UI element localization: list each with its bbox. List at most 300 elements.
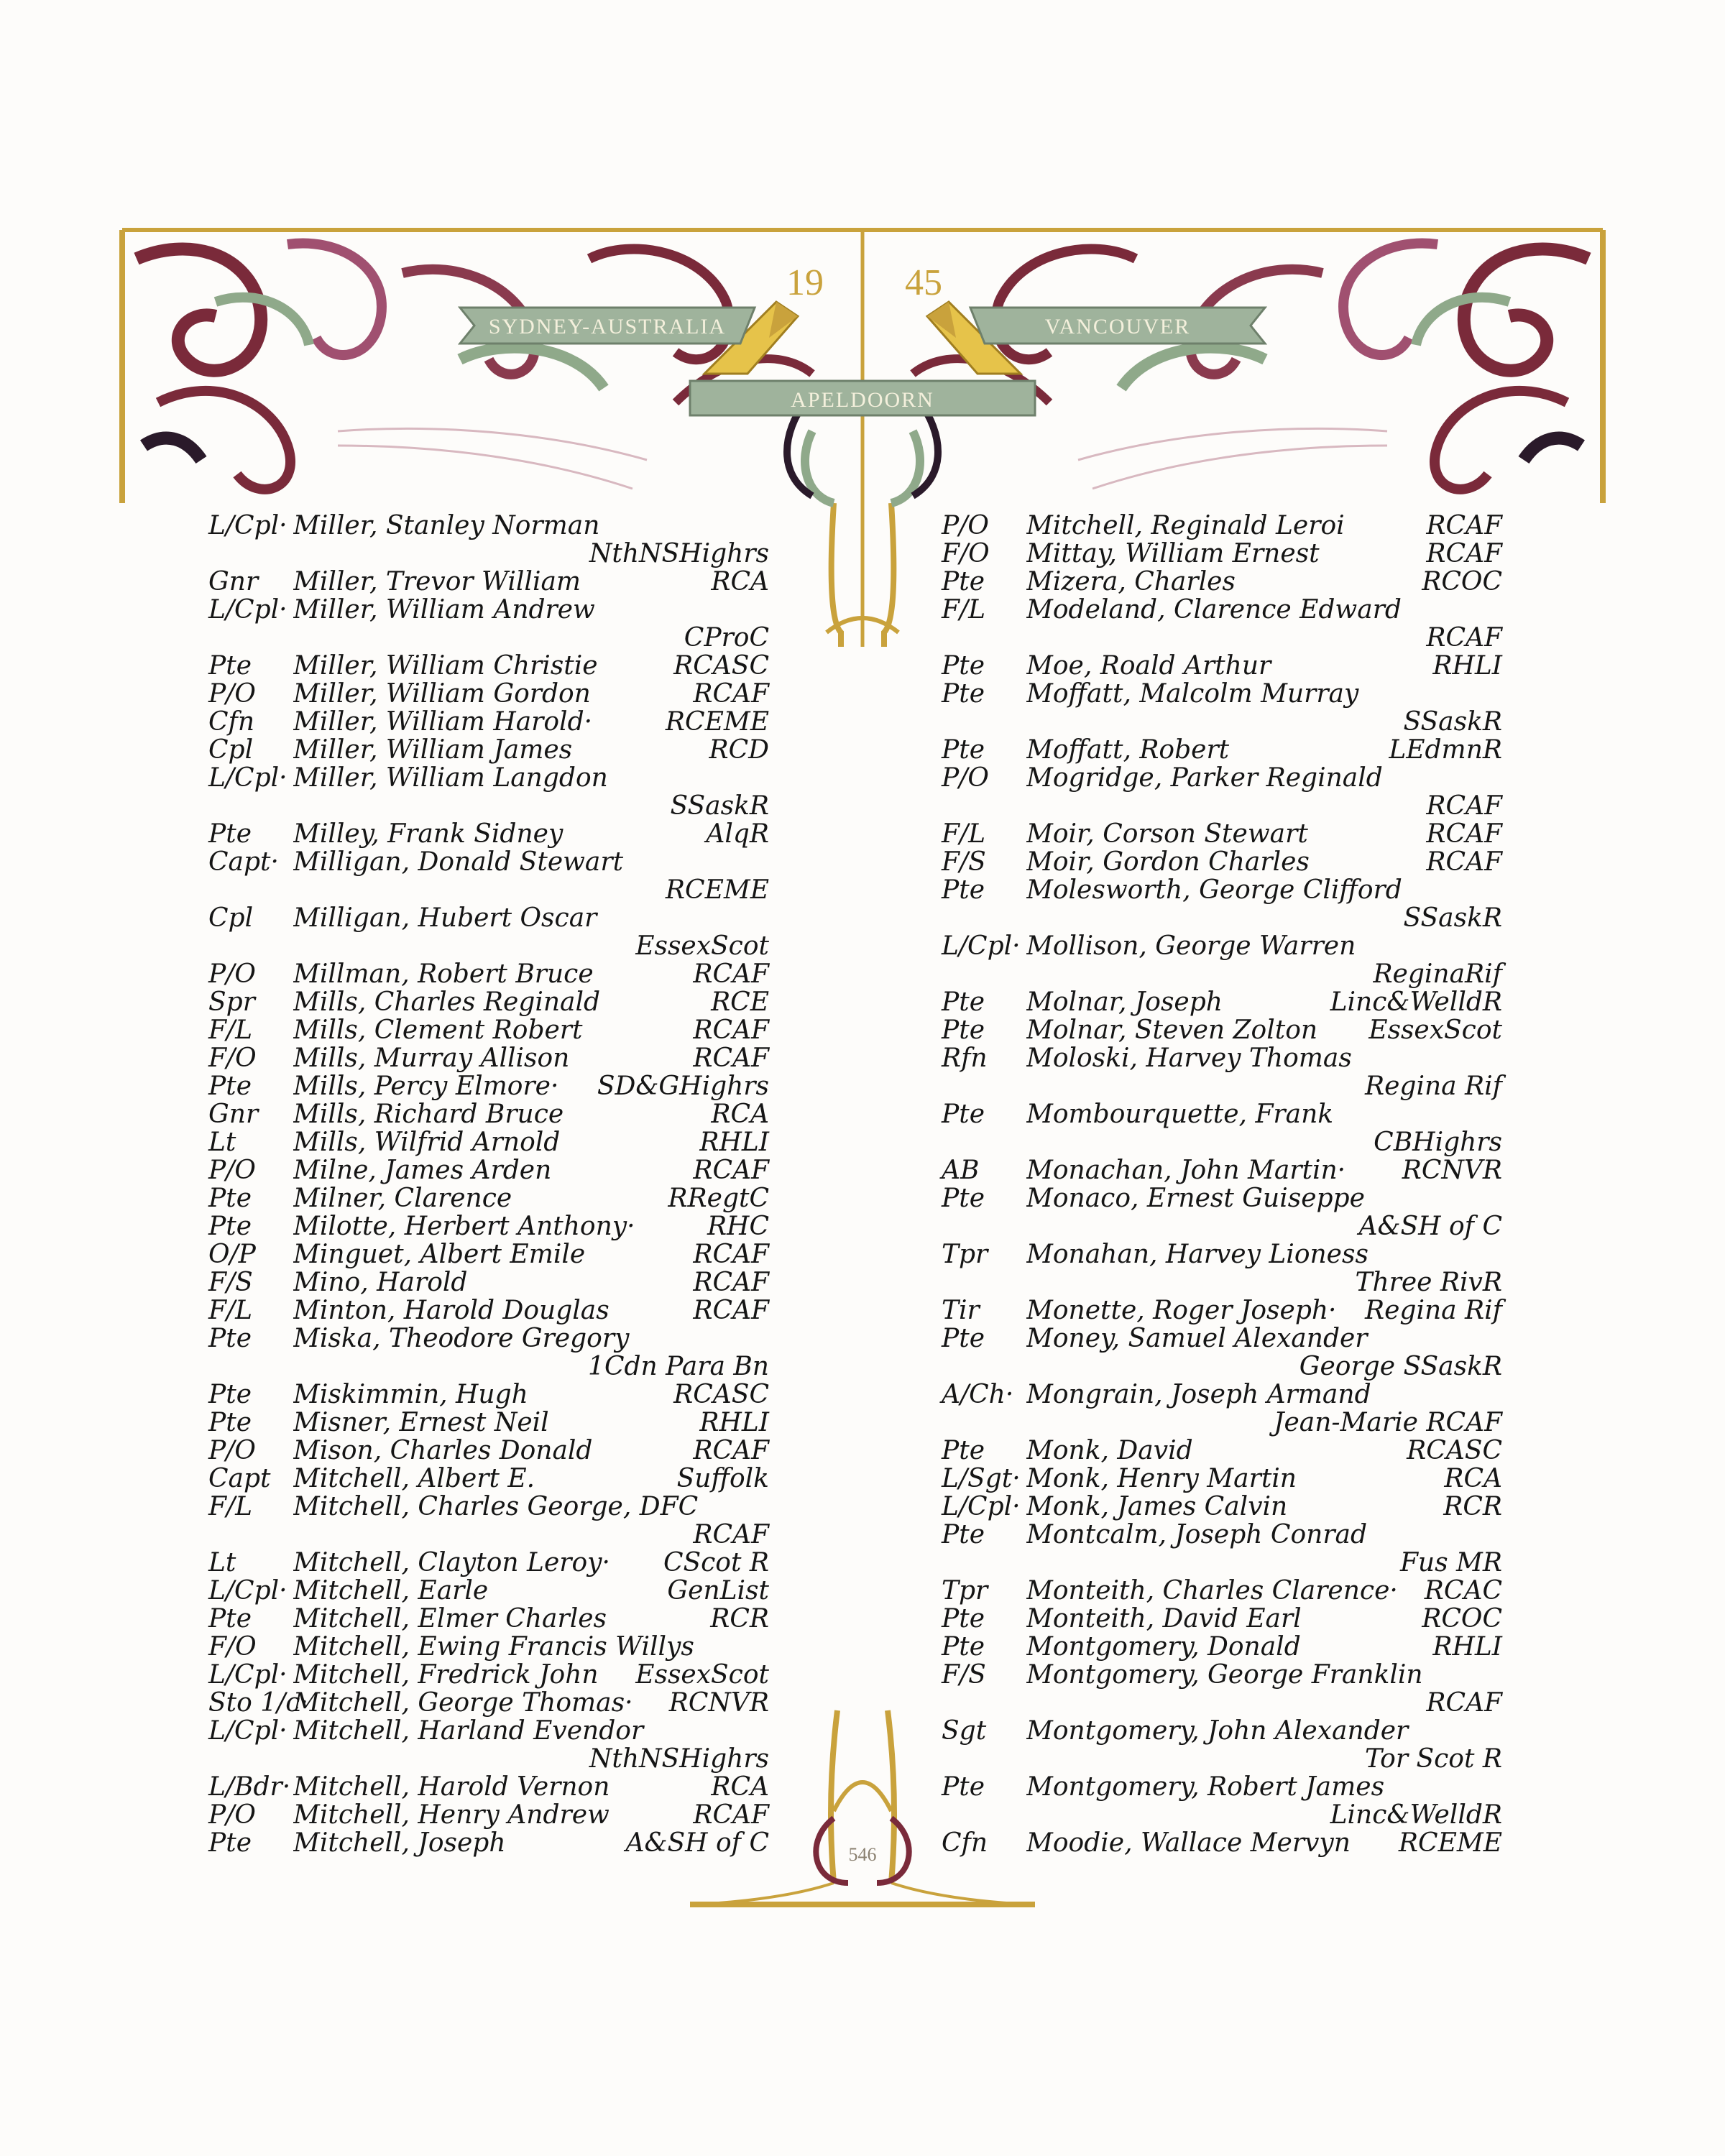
- entry-name: Monteith, David Earl: [1026, 1605, 1302, 1633]
- entry-rank: L/Cpl·: [208, 595, 288, 625]
- entry-name: Mittay, William Ernest: [1026, 540, 1320, 568]
- entry-line: [208, 1044, 769, 1072]
- roll-entry: [208, 988, 769, 1016]
- entry-line: [942, 876, 1502, 904]
- entry-unit: RCASC: [673, 1380, 769, 1409]
- entry-name: Miller, William Harold·: [293, 708, 593, 736]
- roll-entry: [208, 1577, 769, 1605]
- entry-unit-continued: ReginaRif: [1373, 959, 1502, 989]
- entry-line: [208, 1072, 769, 1100]
- roll-entry: [208, 1128, 769, 1156]
- entry-unit: [765, 848, 769, 876]
- entry-unit: [1498, 1773, 1502, 1801]
- entry-name: Mitchell, Fredrick John: [293, 1661, 599, 1689]
- roll-entry: [942, 1437, 1502, 1465]
- entry-rank: Pte: [942, 987, 985, 1017]
- entry-unit-continued: Regina Rif: [1364, 1072, 1502, 1101]
- entry-line: [208, 848, 769, 876]
- entry-line: [208, 1381, 769, 1409]
- entry-name: Moloski, Harvey Thomas: [1026, 1044, 1352, 1072]
- entry-rank: Pte: [208, 1324, 252, 1353]
- entry-line: [942, 1016, 1502, 1044]
- entry-line: [208, 1240, 769, 1268]
- entry-unit: RHLI: [1432, 651, 1502, 681]
- entry-name: Mills, Wilfrid Arnold: [293, 1128, 561, 1156]
- entry-unit: AlqR: [706, 819, 769, 849]
- entry-rank: P/O: [208, 679, 256, 709]
- entry-unit: [1498, 1044, 1502, 1072]
- entry-unit: CScot R: [663, 1548, 769, 1577]
- entry-unit: RCAF: [693, 959, 769, 989]
- entry-unit-continued: A&SH of C: [1358, 1212, 1502, 1241]
- roll-entry: [942, 680, 1502, 736]
- entry-unit-continued: SSaskR: [670, 791, 769, 821]
- entry-line: [942, 1325, 1502, 1353]
- entry-rank: Capt·: [208, 847, 279, 877]
- entry-rank: P/O: [208, 1800, 256, 1830]
- entry-name: Mitchell, Henry Andrew: [293, 1801, 610, 1829]
- entry-unit: [1498, 1521, 1502, 1549]
- entry-unit: RCA: [711, 1100, 769, 1129]
- entry-rank: Pte: [942, 1184, 985, 1213]
- entry-rank: Pte: [208, 1408, 252, 1437]
- roll-entry: [942, 1773, 1502, 1829]
- entry-unit: RCAF: [693, 1436, 769, 1465]
- entry-line: [942, 1296, 1502, 1325]
- entry-line: [942, 1240, 1502, 1268]
- entry-unit-continued: EssexScot: [635, 931, 769, 961]
- entry-rank: Pte: [942, 1436, 985, 1465]
- entry-rank: F/S: [942, 847, 986, 877]
- entry-rank: Pte: [208, 1184, 252, 1213]
- entry-name: Milner, Clarence: [293, 1184, 512, 1212]
- entry-unit: EssexScot: [635, 1660, 769, 1690]
- entry-line: [942, 568, 1502, 596]
- entry-unit: LEdmnR: [1389, 735, 1502, 765]
- entry-line: [208, 1689, 769, 1717]
- entry-name: Mombourquette, Frank: [1026, 1100, 1334, 1128]
- roll-entry: [942, 1493, 1502, 1521]
- entry-line: [208, 1661, 769, 1689]
- entry-rank: Pte: [942, 1015, 985, 1045]
- left-column: [208, 512, 769, 1857]
- entry-name: Monaco, Ernest Guiseppe: [1026, 1184, 1365, 1212]
- roll-entry: [942, 848, 1502, 876]
- entry-rank: Pte: [208, 1604, 252, 1634]
- entry-line: [942, 1100, 1502, 1128]
- entry-line: [208, 680, 769, 708]
- entry-rank: Capt: [208, 1464, 271, 1493]
- entry-rank: Pte: [942, 679, 985, 709]
- roll-entry: [942, 932, 1502, 988]
- roll-entry: [208, 1465, 769, 1493]
- entry-name: Mongrain, Joseph Armand: [1026, 1381, 1371, 1409]
- entry-unit-continued: Fus MR: [1399, 1548, 1502, 1577]
- entry-rank: P/O: [208, 1436, 256, 1465]
- entry-unit: [1498, 1717, 1502, 1745]
- entry-name: Mills, Charles Reginald: [293, 988, 601, 1016]
- roll-entry: [942, 736, 1502, 764]
- roll-entry: [942, 596, 1502, 652]
- entry-line: [208, 568, 769, 596]
- roll-entry: [208, 1493, 769, 1549]
- entry-unit: EssexScot: [1368, 1015, 1502, 1045]
- entry-name: Misner, Ernest Neil: [293, 1409, 549, 1437]
- roll-entry: [208, 1044, 769, 1072]
- entry-unit: RRegtC: [668, 1184, 769, 1213]
- entry-unit: RCASC: [673, 651, 769, 681]
- roll-entry: [942, 1156, 1502, 1184]
- entry-unit: [765, 512, 769, 540]
- entry-name: Mitchell, Elmer Charles: [293, 1605, 607, 1633]
- entry-rank: AB: [942, 1156, 980, 1185]
- roll-entry: [942, 1325, 1502, 1381]
- entry-name: Milligan, Hubert Oscar: [293, 904, 597, 932]
- entry-name: Moe, Roald Arthur: [1026, 652, 1271, 680]
- entry-line: [208, 708, 769, 736]
- entry-unit: Suffolk: [676, 1464, 769, 1493]
- roll-entry: [942, 876, 1502, 932]
- entry-unit: RCAF: [1426, 819, 1502, 849]
- entry-rank: Cfn: [208, 707, 255, 737]
- entry-line: [942, 932, 1502, 960]
- entry-unit-continued: Three RivR: [1355, 1268, 1502, 1297]
- entry-name: Money, Samuel Alexander: [1026, 1325, 1368, 1353]
- roll-entry: [208, 1100, 769, 1128]
- entry-unit: [765, 764, 769, 792]
- roll-entry: [942, 1184, 1502, 1240]
- entry-unit: RCR: [1443, 1492, 1502, 1521]
- entry-rank: Lt: [208, 1548, 236, 1577]
- roll-entry: [208, 820, 769, 848]
- entry-rank: Sgt: [942, 1716, 987, 1746]
- entry-line: [208, 1212, 769, 1240]
- entry-line: [942, 1521, 1502, 1549]
- entry-unit: [765, 596, 769, 624]
- entry-name: Miller, William James: [293, 736, 573, 764]
- entry-name: Milligan, Donald Stewart: [293, 848, 624, 876]
- entry-name: Milley, Frank Sidney: [293, 820, 564, 848]
- entry-name: Miller, William Langdon: [293, 764, 608, 792]
- entry-unit: RCA: [711, 567, 769, 596]
- entry-name: Mitchell, Clayton Leroy·: [293, 1549, 610, 1577]
- entry-rank: F/L: [208, 1492, 253, 1521]
- entry-rank: Gnr: [208, 1100, 259, 1129]
- entry-name: Miller, William Christie: [293, 652, 598, 680]
- roll-entry: [942, 1381, 1502, 1437]
- entry-name: Mills, Clement Robert: [293, 1016, 583, 1044]
- entry-unit: RCR: [710, 1604, 769, 1634]
- entry-name: Miller, William Gordon: [293, 680, 591, 708]
- entry-rank: F/S: [942, 1660, 986, 1690]
- entry-unit-continued: RCAF: [1426, 791, 1502, 821]
- entry-rank: P/O: [942, 511, 989, 540]
- entry-rank: Tir: [942, 1296, 980, 1325]
- entry-rank: L/Cpl·: [208, 511, 288, 540]
- roll-entry: [942, 988, 1502, 1016]
- entry-name: Moir, Corson Stewart: [1026, 820, 1308, 848]
- entry-line: [208, 1128, 769, 1156]
- entry-unit: RCEME: [1398, 1828, 1502, 1858]
- entry-rank: L/Cpl·: [942, 1492, 1021, 1521]
- entry-rank: Gnr: [208, 567, 259, 596]
- entry-line: [942, 1829, 1502, 1857]
- entry-unit-continued: CProC: [684, 623, 769, 653]
- banner-right-text: VANCOUVER: [1044, 315, 1191, 338]
- roll-entry: [942, 512, 1502, 540]
- entry-name: Monachan, John Martin·: [1026, 1156, 1346, 1184]
- entry-unit: [765, 1717, 769, 1745]
- entry-line: [208, 1016, 769, 1044]
- entry-name: Miller, Trevor William: [293, 568, 581, 596]
- roll-entry: [208, 904, 769, 960]
- banner-center: [690, 381, 1035, 415]
- entry-name: Mills, Percy Elmore·: [293, 1072, 559, 1100]
- entry-name: Mitchell, Reginald Leroi: [1026, 512, 1345, 540]
- entry-line: [208, 1184, 769, 1212]
- entry-rank: Pte: [208, 1828, 252, 1858]
- entry-unit-continued: Linc&WelldR: [1330, 1800, 1502, 1830]
- entry-line: [942, 1381, 1502, 1409]
- entry-name: Monk, James Calvin: [1026, 1493, 1288, 1521]
- entry-unit: [765, 1493, 769, 1521]
- year-right: 45: [905, 262, 942, 303]
- entry-line: [942, 1156, 1502, 1184]
- entry-rank: Cpl: [208, 903, 254, 933]
- entry-line: [208, 764, 769, 792]
- entry-unit: RHC: [707, 1212, 769, 1241]
- entry-line: [942, 680, 1502, 708]
- entry-name: Mitchell, Ewing Francis Willys: [293, 1633, 694, 1661]
- entry-unit: RCOC: [1422, 1604, 1502, 1634]
- roll-entry: [942, 652, 1502, 680]
- roll-entry: [208, 568, 769, 596]
- entry-unit: RCA: [711, 1772, 769, 1802]
- roll-entry: [942, 1605, 1502, 1633]
- entry-unit-continued: NthNSHighrs: [589, 1744, 769, 1774]
- roll-entry: [208, 1240, 769, 1268]
- banner-left: [460, 308, 755, 344]
- entry-unit: RCAF: [693, 1268, 769, 1297]
- banner-center-text: APELDOORN: [791, 388, 934, 412]
- roll-entry: [208, 1184, 769, 1212]
- entry-unit: RCEME: [665, 707, 769, 737]
- roll-entry: [208, 1325, 769, 1381]
- entry-line: [942, 988, 1502, 1016]
- entry-unit: RCAF: [1426, 539, 1502, 568]
- entry-line: [942, 596, 1502, 624]
- roll-entry: [208, 1549, 769, 1577]
- entry-unit: RCAF: [1426, 847, 1502, 877]
- entry-name: Montgomery, John Alexander: [1026, 1717, 1409, 1745]
- entry-rank: L/Sgt·: [942, 1464, 1021, 1493]
- entry-unit: RHLI: [699, 1408, 769, 1437]
- roll-entry: [942, 1296, 1502, 1325]
- entry-line: [942, 1661, 1502, 1689]
- entry-line: [942, 848, 1502, 876]
- entry-unit: Regina Rif: [1364, 1296, 1502, 1325]
- entry-line: [208, 1268, 769, 1296]
- entry-name: Monteith, Charles Clarence·: [1026, 1577, 1398, 1605]
- entry-rank: Pte: [942, 651, 985, 681]
- entry-rank: L/Bdr·: [208, 1772, 291, 1802]
- entry-rank: L/Cpl·: [942, 931, 1021, 961]
- entry-line: [942, 540, 1502, 568]
- entry-name: Monk, Henry Martin: [1026, 1465, 1297, 1493]
- entry-line: [942, 1184, 1502, 1212]
- entry-rank: Cfn: [942, 1828, 988, 1858]
- entry-line: [208, 820, 769, 848]
- entry-unit-continued: RCAF: [1426, 623, 1502, 653]
- entry-name: Mills, Richard Bruce: [293, 1100, 564, 1128]
- entry-unit-continued: SSaskR: [1403, 707, 1502, 737]
- entry-unit: [1498, 1661, 1502, 1689]
- roll-entry: [942, 1465, 1502, 1493]
- entry-line: [208, 1829, 769, 1857]
- entry-name: Mison, Charles Donald: [293, 1437, 593, 1465]
- entry-rank: Pte: [208, 651, 252, 681]
- entry-name: Monahan, Harvey Lioness: [1026, 1240, 1368, 1268]
- entry-unit: RCAF: [693, 1015, 769, 1045]
- entry-name: Mitchell, Harold Vernon: [293, 1773, 610, 1801]
- entry-line: [208, 1325, 769, 1353]
- entry-name: Miskimmin, Hugh: [293, 1381, 528, 1409]
- entry-rank: Pte: [942, 1604, 985, 1634]
- entry-unit: [1498, 680, 1502, 708]
- roll-entry: [208, 1268, 769, 1296]
- entry-rank: Pte: [208, 819, 252, 849]
- entry-rank: Tpr: [942, 1240, 988, 1269]
- entry-rank: P/O: [208, 959, 256, 989]
- roll-entry: [208, 848, 769, 904]
- entry-unit-continued: SSaskR: [1403, 903, 1502, 933]
- roll-entry: [208, 596, 769, 652]
- entry-name: Molesworth, George Clifford: [1026, 876, 1402, 904]
- entry-unit-continued: Jean-Marie RCAF: [1274, 1408, 1502, 1437]
- entry-line: [208, 1577, 769, 1605]
- roll-entry: [208, 1156, 769, 1184]
- entry-rank: F/L: [208, 1015, 253, 1045]
- entry-name: Molnar, Steven Zolton: [1026, 1016, 1318, 1044]
- entry-unit-continued: George SSaskR: [1299, 1352, 1502, 1381]
- entry-unit: RHLI: [699, 1128, 769, 1157]
- entry-unit: RCA: [1444, 1464, 1502, 1493]
- entry-unit: [765, 904, 769, 932]
- entry-unit: RCASC: [1407, 1436, 1502, 1465]
- entry-unit: RCNVR: [668, 1688, 769, 1718]
- entry-unit: RCAF: [693, 1156, 769, 1185]
- roll-entry: [942, 540, 1502, 568]
- entry-line: [208, 1633, 769, 1661]
- entry-unit: SD&GHighrs: [597, 1072, 769, 1101]
- entry-name: Miller, William Andrew: [293, 596, 595, 624]
- roll-entry: [208, 1016, 769, 1044]
- entry-rank: Pte: [942, 1324, 985, 1353]
- entry-line: [208, 1465, 769, 1493]
- entry-unit: RCAF: [693, 1044, 769, 1073]
- roll-entry: [208, 764, 769, 820]
- entry-rank: Pte: [208, 1072, 252, 1101]
- entry-line: [208, 1717, 769, 1745]
- entry-name: Mogridge, Parker Reginald: [1026, 764, 1383, 792]
- entry-line: [208, 652, 769, 680]
- entry-line: [208, 736, 769, 764]
- entry-name: Moffatt, Malcolm Murray: [1026, 680, 1359, 708]
- entry-rank: Pte: [942, 1772, 985, 1802]
- entry-unit: RCAC: [1424, 1576, 1502, 1606]
- entry-name: Montgomery, Donald: [1026, 1633, 1301, 1661]
- entry-name: Montgomery, Robert James: [1026, 1773, 1385, 1801]
- entry-unit-continued: CBHighrs: [1374, 1128, 1502, 1157]
- roll-entry: [942, 1577, 1502, 1605]
- entry-name: Mitchell, Harland Evendor: [293, 1717, 644, 1745]
- roll-entry: [208, 1773, 769, 1801]
- entry-unit-continued: 1Cdn Para Bn: [588, 1352, 769, 1381]
- entry-rank: F/S: [208, 1268, 253, 1297]
- entry-line: [942, 1773, 1502, 1801]
- entry-rank: Pte: [942, 1100, 985, 1129]
- entry-rank: P/O: [942, 763, 989, 793]
- roll-entry: [942, 1661, 1502, 1717]
- entry-rank: P/O: [208, 1156, 256, 1185]
- roll-entry: [208, 1072, 769, 1100]
- entry-rank: L/Cpl·: [208, 1660, 288, 1690]
- entry-unit: RCAF: [693, 1240, 769, 1269]
- entry-rank: Pte: [942, 875, 985, 905]
- entry-name: Millman, Robert Bruce: [293, 960, 594, 988]
- entry-unit: RCAF: [693, 1800, 769, 1830]
- entry-name: Moffatt, Robert: [1026, 736, 1230, 764]
- entry-unit: [765, 1325, 769, 1353]
- entry-rank: L/Cpl·: [208, 1716, 288, 1746]
- entry-rank: Lt: [208, 1128, 236, 1157]
- roll-entry: [942, 820, 1502, 848]
- roll-entry: [942, 568, 1502, 596]
- entry-line: [942, 1465, 1502, 1493]
- entry-rank: Pte: [942, 1520, 985, 1549]
- entry-unit: RCD: [709, 735, 769, 765]
- year-left: 19: [786, 262, 824, 303]
- entry-rank: F/O: [942, 539, 990, 568]
- entry-rank: F/L: [942, 819, 986, 849]
- page-number: 546: [848, 1844, 877, 1865]
- roll-entry: [942, 1044, 1502, 1100]
- entry-line: [942, 1493, 1502, 1521]
- roll-entry: [208, 1633, 769, 1661]
- entry-name: Montgomery, George Franklin: [1026, 1661, 1423, 1689]
- roll-entry: [208, 1437, 769, 1465]
- entry-unit-continued: NthNSHighrs: [589, 539, 769, 568]
- entry-name: Mitchell, Charles George, DFC: [293, 1493, 699, 1521]
- entry-name: Modeland, Clarence Edward: [1026, 596, 1402, 624]
- roll-entry: [208, 1605, 769, 1633]
- entry-name: Monette, Roger Joseph·: [1026, 1296, 1337, 1325]
- entry-unit: [1498, 1325, 1502, 1353]
- entry-line: [208, 1409, 769, 1437]
- entry-name: Minton, Harold Douglas: [293, 1296, 610, 1325]
- entry-line: [208, 1100, 769, 1128]
- entry-rank: Pte: [942, 567, 985, 596]
- entry-rank: Spr: [208, 987, 255, 1017]
- roll-entry: [208, 736, 769, 764]
- roll-entry: [942, 1240, 1502, 1296]
- entry-rank: F/O: [208, 1044, 257, 1073]
- entry-unit-continued: RCEME: [665, 875, 769, 905]
- entry-line: [208, 1773, 769, 1801]
- entry-line: [208, 960, 769, 988]
- roll-entry: [942, 1100, 1502, 1156]
- entry-name: Mitchell, George Thomas·: [293, 1689, 633, 1717]
